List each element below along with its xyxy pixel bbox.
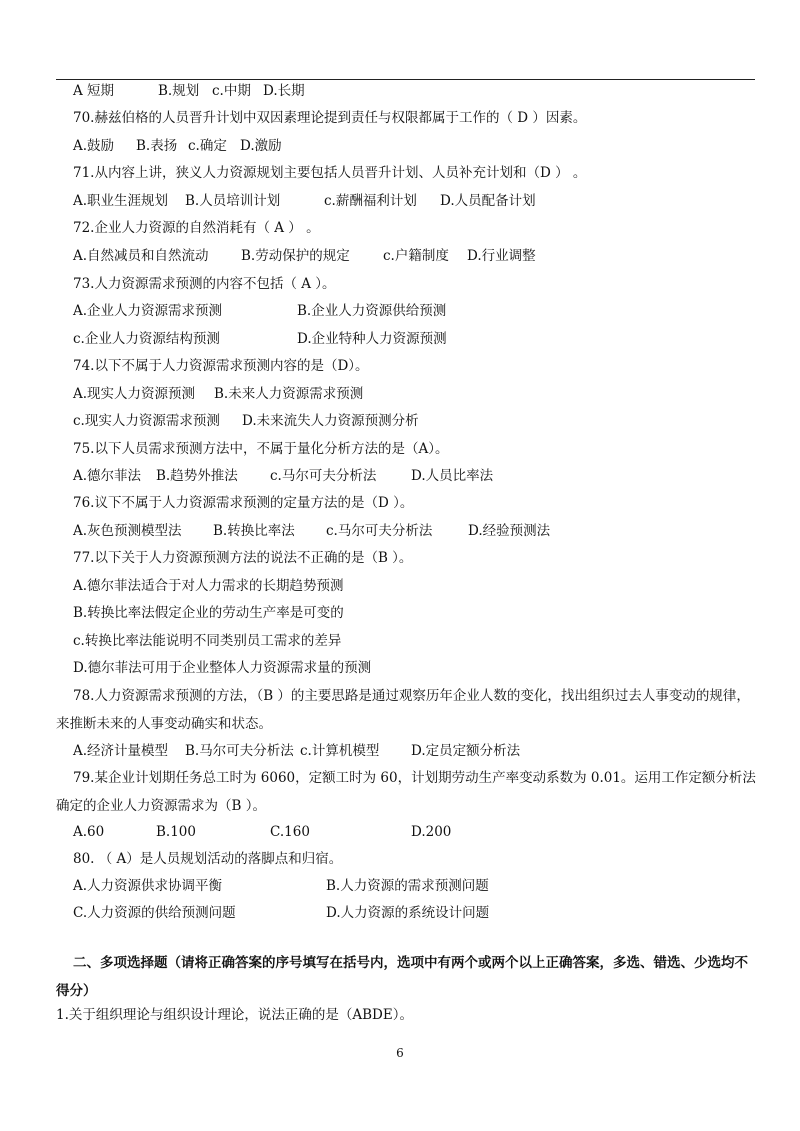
q78-option-c: c.计算机模型 (300, 743, 380, 759)
q76-option-c: c.马尔可夫分析法 (326, 523, 433, 539)
q70-option-d: D.激励 (240, 138, 282, 154)
q75-option-b: B.趋势外推法 (156, 468, 238, 484)
q73-option-a: A.企业人力资源需求预测 (73, 303, 223, 319)
q72-option-d: D.行业调整 (467, 248, 536, 264)
q74-option-b: B.未来人力资源需求预测 (214, 386, 364, 402)
q76-option-a: A.灰色预测模型法 (73, 523, 182, 539)
section2-heading: 二、多项选择题（请将正确答案的序号填写在括号内，选项中有两个或两个以上正确答案，多选、错选、少选均不得分） (56, 955, 748, 999)
q69-option-a: A 短期 (73, 83, 115, 99)
q69-option-d: D.长期 (263, 83, 305, 99)
q72-stem: 72.企业人力资源的自然消耗有（ A ） 。 (73, 220, 320, 236)
q70-option-c: c.确定 (188, 138, 227, 154)
q79-option-a: A.60 (73, 824, 105, 840)
q78-option-b: B.马尔可夫分析法 (185, 743, 294, 759)
q76-stem: 76.议下不属于人力资源需求预测的定量方法的是（D ）。 (73, 495, 414, 511)
header-rule (56, 79, 755, 80)
q70-option-b: B.表扬 (136, 138, 178, 154)
q79-option-c: C.160 (270, 824, 310, 840)
q78-option-d: D.定员定额分析法 (411, 743, 521, 759)
q77-option-c: c.转换比率法能说明不同类别员工需求的差异 (73, 633, 342, 649)
q77-option-d: D.德尔菲法可用于企业整体人力资源需求量的预测 (73, 660, 372, 676)
q77-stem: 77.以下关于人力资源预测方法的说法不正确的是（B ）。 (73, 550, 413, 566)
q71-option-d: D.人员配备计划 (440, 193, 536, 209)
mq1-stem: 1.关于组织理论与组织设计理论，说法正确的是（ABDE）。 (56, 1007, 413, 1023)
q71-stem: 71.从内容上讲，狭义人力资源规划主要包括人员晋升计划、人员补充计划和（D ） 。 (73, 165, 587, 181)
q77-option-b: B.转换比率法假定企业的劳动生产率是可变的 (73, 605, 344, 621)
q74-option-a: A.现实人力资源预测 (73, 386, 196, 402)
q72-option-c: c.户籍制度 (383, 248, 449, 264)
q73-option-b: B.企业人力资源供给预测 (297, 303, 447, 319)
q73-stem: 73.人力资源需求预测的内容不包括（ A ）。 (73, 276, 336, 292)
q78-option-a: A.经济计量模型 (73, 743, 169, 759)
q80-option-d: D.人力资源的系统设计问题 (326, 905, 490, 921)
q75-option-c: c.马尔可夫分析法 (270, 468, 377, 484)
q77-option-a: A.德尔菲法适合于对人力需求的长期趋势预测 (73, 578, 344, 594)
q78-stem: 78.人力资源需求预测的方法，（B ）的主要思路是通过观察历年企业人数的变化，找出组织过去人事变动的规律，来推断未来的人事变动确实和状态。 (56, 688, 750, 732)
q76-option-d: D.经验预测法 (468, 523, 551, 539)
q80-option-b: B.人力资源的需求预测问题 (326, 878, 489, 894)
q76-option-b: B.转换比率法 (213, 523, 295, 539)
q74-option-d: D.未来流失人力资源预测分析 (242, 413, 419, 429)
q75-stem: 75.以下人员需求预测方法中，不属于量化分析方法的是（A）。 (73, 441, 449, 457)
q79-option-b: B.100 (156, 824, 196, 840)
q79-stem: 79.某企业计划期任务总工时为 6060，定额工时为 60，计划期劳动生产率变动系数为 0.01。运用工作定额分析法确定的企业人力资源需求为（B ）。 (56, 770, 756, 814)
q71-option-c: c.薪酬福利计划 (324, 193, 417, 209)
q74-stem: 74.以下不属于人力资源需求预测内容的是（D）。 (73, 358, 369, 374)
q71-option-b: B.人员培训计划 (185, 193, 281, 209)
q80-stem: 80. （ A）是人员规划活动的落脚点和归宿。 (73, 851, 343, 867)
q79-option-d: D.200 (411, 824, 452, 840)
q80-option-a: A.人力资源供求协调平衡 (73, 878, 223, 894)
q73-option-c: c.企业人力资源结构预测 (73, 331, 220, 347)
q69-option-b: B.规划 (158, 83, 200, 99)
q74-option-c: c.现实人力资源需求预测 (73, 413, 220, 429)
q73-option-d: D.企业特种人力资源预测 (297, 331, 447, 347)
q72-option-a: A.自然减员和自然流动 (73, 248, 209, 264)
q70-option-a: A.鼓励 (73, 138, 115, 154)
q71-option-a: A.职业生涯规划 (73, 193, 169, 209)
page-number: 6 (396, 1046, 404, 1060)
q75-option-d: D.人员比率法 (411, 468, 494, 484)
q70-stem: 70.赫兹伯格的人员晋升计划中双因素理论提到责任与权限都属于工作的（ D ）因素。 (73, 110, 587, 126)
q75-option-a: A.德尔菲法 (73, 468, 142, 484)
q72-option-b: B.劳动保护的规定 (241, 248, 350, 264)
q69-option-c: c.中期 (212, 83, 251, 99)
q80-option-c: C.人力资源的供给预测问题 (73, 905, 236, 921)
